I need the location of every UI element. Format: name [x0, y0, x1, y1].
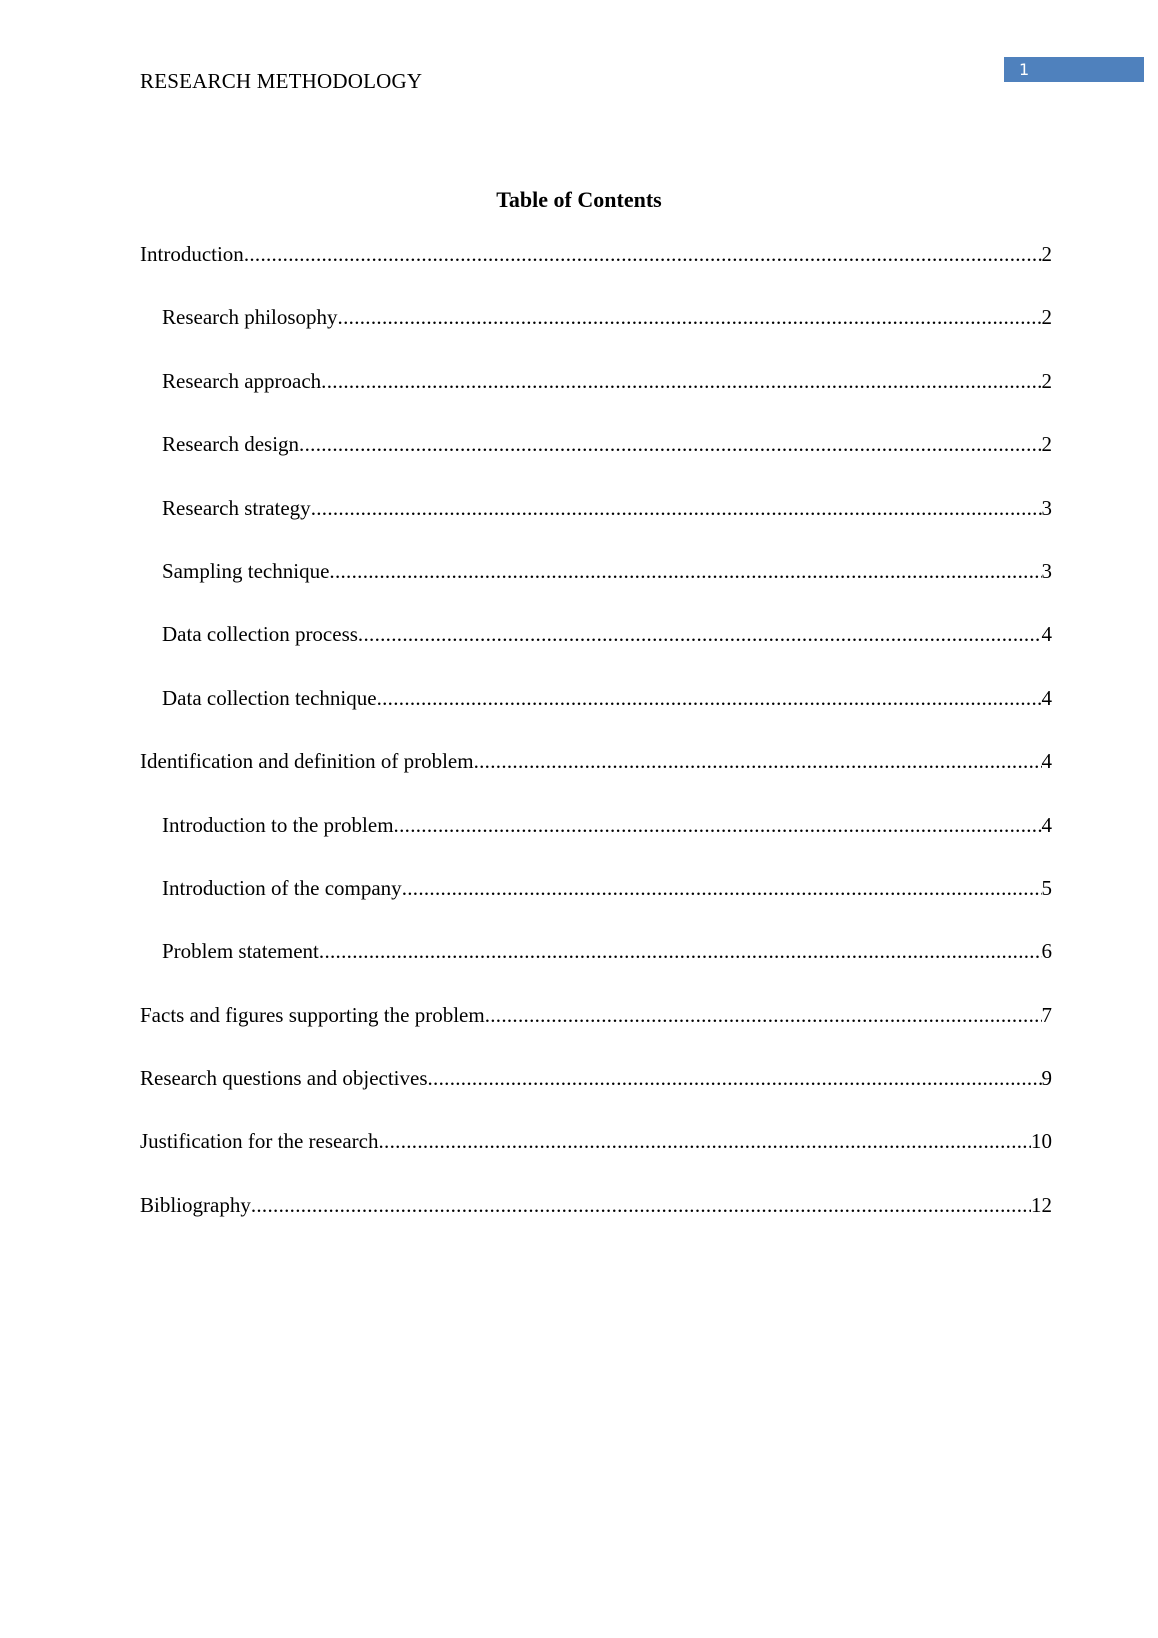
- toc-entry[interactable]: [162, 556, 1052, 619]
- toc-entry-page: 12: [1031, 1192, 1052, 1217]
- toc-entry[interactable]: [140, 746, 1052, 809]
- toc-entry-label: Research strategy: [162, 495, 311, 520]
- running-head: RESEARCH METHODOLOGY: [140, 69, 423, 93]
- toc-entry-page: 9: [1041, 1066, 1052, 1091]
- toc-entry[interactable]: [162, 873, 1052, 936]
- toc-entry-page: 2: [1041, 432, 1052, 457]
- toc-dot-leader: [251, 1190, 1031, 1220]
- toc-entry-label: Bibliography: [140, 1192, 251, 1217]
- toc-entry-label: Data collection process: [162, 622, 358, 647]
- toc-entry[interactable]: [162, 810, 1052, 873]
- toc-entry-page: 4: [1041, 622, 1052, 647]
- toc-entry[interactable]: [162, 936, 1052, 999]
- toc-dot-leader: [338, 302, 1042, 332]
- toc-entry-label: Introduction: [140, 242, 244, 266]
- toc-dot-leader: [428, 1063, 1042, 1093]
- toc-entry-page: 6: [1041, 939, 1052, 964]
- toc-entry-label: Problem statement: [162, 939, 319, 964]
- toc-entry-page: 4: [1041, 749, 1052, 774]
- page-number-badge: 1: [1004, 57, 1144, 82]
- toc-entry[interactable]: [140, 1190, 1052, 1253]
- toc-entry-page: 2: [1041, 305, 1052, 330]
- toc-dot-leader: [394, 810, 1042, 840]
- toc-entry-page: 7: [1041, 1002, 1052, 1027]
- toc-entry[interactable]: [162, 366, 1052, 429]
- toc-entry-label: Sampling technique: [162, 558, 330, 583]
- toc-entry-label: Identification and definition of problem: [140, 749, 474, 774]
- toc-entry[interactable]: [140, 1126, 1052, 1189]
- toc-entry-label: Research approach: [162, 368, 322, 393]
- toc-entry-page: 2: [1041, 242, 1052, 266]
- toc-entry-label: Research questions and objectives: [140, 1066, 428, 1091]
- toc-entry[interactable]: [162, 493, 1052, 556]
- toc-entry[interactable]: [162, 429, 1052, 492]
- toc-entry[interactable]: [162, 619, 1052, 682]
- table-of-contents: [140, 239, 1052, 1253]
- toc-dot-leader: [485, 1000, 1042, 1030]
- toc-title: Table of Contents: [496, 187, 662, 212]
- toc-dot-leader: [379, 1126, 1032, 1156]
- toc-entry-label: Introduction to the problem: [162, 812, 394, 837]
- toc-entry-label: Introduction of the company: [162, 875, 402, 900]
- toc-entry-label: Research philosophy: [162, 305, 338, 330]
- toc-dot-leader: [319, 936, 1042, 966]
- toc-entry-page: 3: [1041, 495, 1052, 520]
- toc-dot-leader: [244, 239, 1042, 269]
- toc-entry[interactable]: [140, 239, 1052, 302]
- toc-entry[interactable]: [140, 1000, 1052, 1063]
- toc-entry-page: 2: [1041, 368, 1052, 393]
- toc-entry-page: 3: [1041, 558, 1052, 583]
- toc-entry-label: Research design: [162, 432, 300, 457]
- toc-dot-leader: [321, 366, 1041, 396]
- toc-dot-leader: [311, 493, 1042, 523]
- toc-dot-leader: [329, 556, 1041, 586]
- toc-dot-leader: [377, 683, 1042, 713]
- toc-entry[interactable]: [162, 302, 1052, 365]
- toc-dot-leader: [299, 429, 1041, 459]
- toc-entry-page: 4: [1041, 685, 1052, 710]
- toc-entry[interactable]: [140, 1063, 1052, 1126]
- toc-entry-page: 5: [1041, 875, 1052, 900]
- toc-entry[interactable]: [162, 683, 1052, 746]
- toc-entry-label: Justification for the research: [140, 1129, 379, 1154]
- toc-dot-leader: [474, 746, 1042, 776]
- toc-entry-label: Facts and figures supporting the problem: [140, 1002, 485, 1027]
- toc-entry-page: 4: [1041, 812, 1052, 837]
- toc-dot-leader: [358, 619, 1042, 649]
- toc-entry-label: Data collection technique: [162, 685, 377, 710]
- toc-entry-page: 10: [1031, 1129, 1052, 1154]
- toc-dot-leader: [402, 873, 1042, 903]
